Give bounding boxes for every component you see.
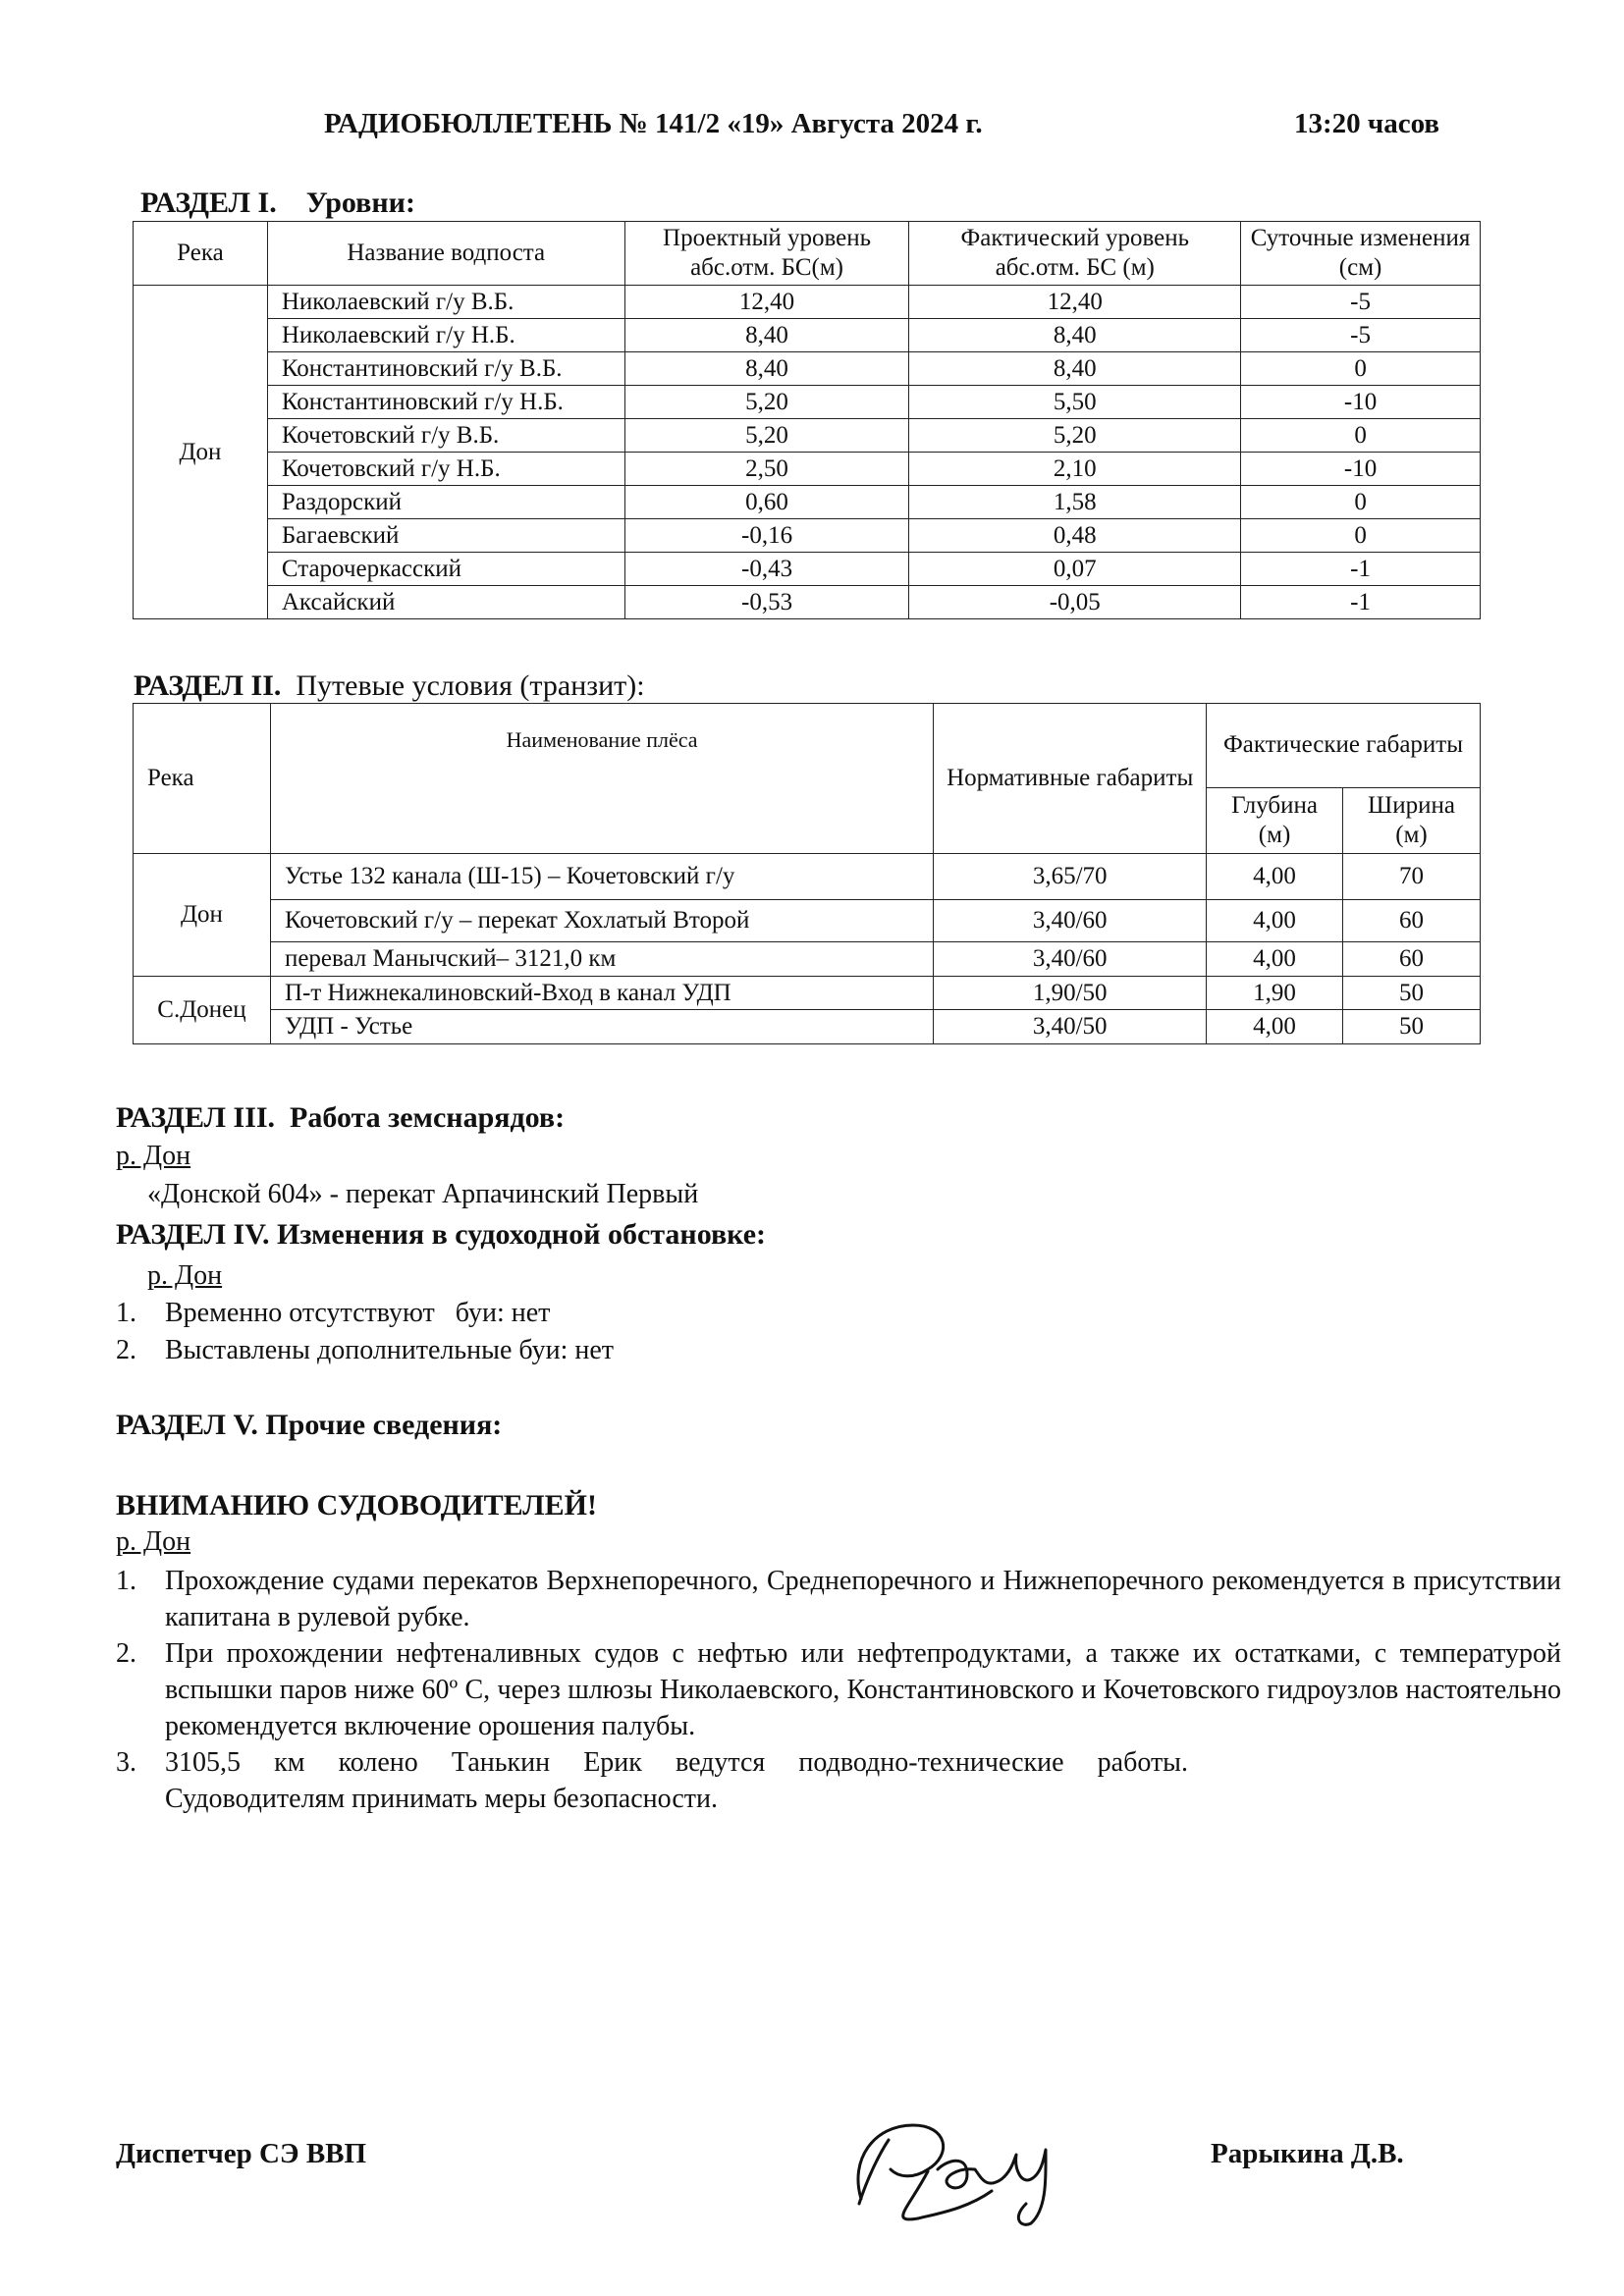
actual-level-cell: 5,50 bbox=[909, 386, 1241, 419]
transit-header-row-1 bbox=[134, 704, 1481, 788]
table-row bbox=[134, 519, 1481, 553]
col-depth: Глубина (м) bbox=[1207, 787, 1343, 853]
buoy-changes-list bbox=[116, 1298, 614, 1372]
list-item-num: 2. bbox=[116, 1335, 136, 1365]
col-reach bbox=[270, 704, 933, 854]
daily-change-cell: -5 bbox=[1241, 319, 1481, 352]
station-cell: Кочетовский г/у В.Б. bbox=[267, 419, 624, 453]
actual-level-cell: 5,20 bbox=[909, 419, 1241, 453]
project-level-cell: 8,40 bbox=[624, 352, 909, 386]
section5-heading: РАЗДЕЛ V. Прочие сведения: bbox=[116, 1409, 503, 1441]
dredger-item: «Донской 604» - перекат Арпачинский Первый bbox=[147, 1179, 699, 1209]
daily-change-cell: -1 bbox=[1241, 586, 1481, 619]
daily-change-cell: 0 bbox=[1241, 519, 1481, 553]
list-item bbox=[116, 1298, 614, 1335]
section3-river: р. Дон bbox=[116, 1141, 191, 1171]
bulletin-time: 13:20 часов bbox=[1294, 108, 1440, 139]
table-row bbox=[134, 586, 1481, 619]
list-item bbox=[116, 1635, 1561, 1744]
actual-level-cell: 2,10 bbox=[909, 453, 1241, 486]
normative-cell: 3,40/60 bbox=[934, 900, 1207, 942]
reach-cell: П-т Нижнекалиновский-Вход в канал УДП bbox=[270, 977, 933, 1010]
project-level-cell: -0,53 bbox=[624, 586, 909, 619]
depth-cell: 4,00 bbox=[1207, 1010, 1343, 1044]
col-river: Река bbox=[134, 222, 268, 286]
normative-cell: 3,40/50 bbox=[934, 1010, 1207, 1044]
list-item bbox=[116, 1744, 1561, 1817]
actual-level-cell: 12,40 bbox=[909, 286, 1241, 319]
width-cell: 50 bbox=[1343, 977, 1481, 1010]
col-daily-change: Суточные изменения (см) bbox=[1241, 222, 1481, 286]
attention-notes bbox=[116, 1563, 1561, 1817]
signature-icon bbox=[820, 2101, 1075, 2228]
project-level-cell: 5,20 bbox=[624, 386, 909, 419]
table-row bbox=[134, 942, 1481, 977]
col-reach-label: Наименование плёса bbox=[506, 727, 698, 752]
col-project-level: Проектный уровень абс.отм. БС(м) bbox=[624, 222, 909, 286]
list-item-text: Временно отсутствуют буи: нет bbox=[165, 1298, 551, 1328]
width-cell: 60 bbox=[1343, 900, 1481, 942]
note-text: 3105,5 км колено Танькин Ерик ведутся подводно-технические работы. Судоводителям принимать меры безопасности. bbox=[165, 1747, 1188, 1814]
width-cell: 50 bbox=[1343, 1010, 1481, 1044]
daily-change-cell: 0 bbox=[1241, 352, 1481, 386]
footer-name: Рарыкина Д.В. bbox=[1211, 2138, 1404, 2169]
daily-change-cell: -10 bbox=[1241, 386, 1481, 419]
section2-heading-title: Путевые условия (транзит): bbox=[281, 669, 645, 702]
table-row bbox=[134, 854, 1481, 900]
table-row bbox=[134, 900, 1481, 942]
attention-river: р. Дон bbox=[116, 1526, 191, 1557]
reach-cell: Устье 132 канала (Ш-15) – Кочетовский г/у bbox=[270, 854, 933, 900]
station-cell: Николаевский г/у В.Б. bbox=[267, 286, 624, 319]
depth-cell: 4,00 bbox=[1207, 900, 1343, 942]
station-cell: Багаевский bbox=[267, 519, 624, 553]
bulletin-title: РАДИОБЮЛЛЕТЕНЬ № 141/2 «19» Августа 2024 г. bbox=[324, 108, 983, 139]
table-row bbox=[134, 419, 1481, 453]
station-cell: Аксайский bbox=[267, 586, 624, 619]
station-cell: Константиновский г/у Н.Б. bbox=[267, 386, 624, 419]
table-row bbox=[134, 977, 1481, 1010]
note-num: 1. bbox=[116, 1566, 136, 1596]
project-level-cell: 5,20 bbox=[624, 419, 909, 453]
daily-change-cell: -5 bbox=[1241, 286, 1481, 319]
station-cell: Раздорский bbox=[267, 486, 624, 519]
levels-table bbox=[133, 221, 1481, 619]
note-num: 2. bbox=[116, 1638, 136, 1669]
col-width: Ширина (м) bbox=[1343, 787, 1481, 853]
col-actual: Фактические габариты bbox=[1207, 704, 1481, 788]
section2-heading-num: РАЗДЕЛ II. bbox=[134, 669, 282, 702]
depth-cell: 4,00 bbox=[1207, 854, 1343, 900]
width-cell: 60 bbox=[1343, 942, 1481, 977]
note-text: При прохождении нефтеналивных судов с нефтью или нефтепродуктами, а также их остатками, с температурой вспышки паров ниже 60º С, через шлюзы Николаевского, Константиновского и Кочетовского гидроузлов настоятельно рекомендуется включение орошения палубы. bbox=[165, 1638, 1561, 1741]
table-row bbox=[134, 486, 1481, 519]
levels-header-row bbox=[134, 222, 1481, 286]
table-row bbox=[134, 453, 1481, 486]
actual-level-cell: 8,40 bbox=[909, 352, 1241, 386]
normative-cell: 3,65/70 bbox=[934, 854, 1207, 900]
reach-cell: Кочетовский г/у – перекат Хохлатый Второй bbox=[270, 900, 933, 942]
daily-change-cell: 0 bbox=[1241, 486, 1481, 519]
project-level-cell: 12,40 bbox=[624, 286, 909, 319]
station-cell: Николаевский г/у Н.Б. bbox=[267, 319, 624, 352]
col-actual-level: Фактический уровень абс.отм. БС (м) bbox=[909, 222, 1241, 286]
normative-cell: 1,90/50 bbox=[934, 977, 1207, 1010]
station-cell: Старочеркасский bbox=[267, 553, 624, 586]
attention-heading: ВНИМАНИЮ СУДОВОДИТЕЛЕЙ! bbox=[116, 1489, 597, 1522]
col-station: Название водпоста bbox=[267, 222, 624, 286]
col-river: Река bbox=[134, 704, 271, 854]
actual-level-cell: 0,07 bbox=[909, 553, 1241, 586]
section2-heading bbox=[134, 669, 645, 703]
list-item-text: Выставлены дополнительные буи: нет bbox=[165, 1335, 614, 1365]
project-level-cell: 0,60 bbox=[624, 486, 909, 519]
table-row bbox=[134, 286, 1481, 319]
footer-position: Диспетчер СЭ ВВП bbox=[116, 2138, 367, 2169]
list-item-num: 1. bbox=[116, 1298, 136, 1328]
daily-change-cell: -1 bbox=[1241, 553, 1481, 586]
table-row bbox=[134, 553, 1481, 586]
depth-cell: 4,00 bbox=[1207, 942, 1343, 977]
table-row bbox=[134, 352, 1481, 386]
section4-heading: РАЗДЕЛ IV. Изменения в судоходной обстановке: bbox=[116, 1218, 767, 1251]
river-cell: С.Донец bbox=[134, 977, 271, 1044]
list-item bbox=[116, 1563, 1561, 1635]
section1-heading: РАЗДЕЛ I. Уровни: bbox=[140, 187, 415, 219]
col-normative: Нормативные габариты bbox=[934, 704, 1207, 854]
note-num: 3. bbox=[116, 1747, 136, 1778]
daily-change-cell: 0 bbox=[1241, 419, 1481, 453]
actual-level-cell: 8,40 bbox=[909, 319, 1241, 352]
normative-cell: 3,40/60 bbox=[934, 942, 1207, 977]
project-level-cell: -0,16 bbox=[624, 519, 909, 553]
depth-cell: 1,90 bbox=[1207, 977, 1343, 1010]
table-row bbox=[134, 1010, 1481, 1044]
river-cell: Дон bbox=[134, 854, 271, 977]
station-cell: Константиновский г/у В.Б. bbox=[267, 352, 624, 386]
table-row bbox=[134, 319, 1481, 352]
width-cell: 70 bbox=[1343, 854, 1481, 900]
transit-table bbox=[133, 703, 1481, 1044]
project-level-cell: 2,50 bbox=[624, 453, 909, 486]
reach-cell: УДП - Устье bbox=[270, 1010, 933, 1044]
actual-level-cell: -0,05 bbox=[909, 586, 1241, 619]
note-text: Прохождение судами перекатов Верхнепоречного, Среднепоречного и Нижнепоречного рекомендуется в присутствии капитана в рулевой рубке. bbox=[165, 1566, 1561, 1632]
section4-river: р. Дон bbox=[147, 1260, 223, 1291]
project-level-cell: 8,40 bbox=[624, 319, 909, 352]
station-cell: Кочетовский г/у Н.Б. bbox=[267, 453, 624, 486]
daily-change-cell: -10 bbox=[1241, 453, 1481, 486]
list-item bbox=[116, 1335, 614, 1372]
river-cell: Дон bbox=[134, 286, 268, 619]
section3-heading: РАЗДЕЛ III. Работа земснарядов: bbox=[116, 1101, 566, 1134]
reach-cell: перевал Манычский– 3121,0 км bbox=[270, 942, 933, 977]
actual-level-cell: 0,48 bbox=[909, 519, 1241, 553]
actual-level-cell: 1,58 bbox=[909, 486, 1241, 519]
project-level-cell: -0,43 bbox=[624, 553, 909, 586]
table-row bbox=[134, 386, 1481, 419]
